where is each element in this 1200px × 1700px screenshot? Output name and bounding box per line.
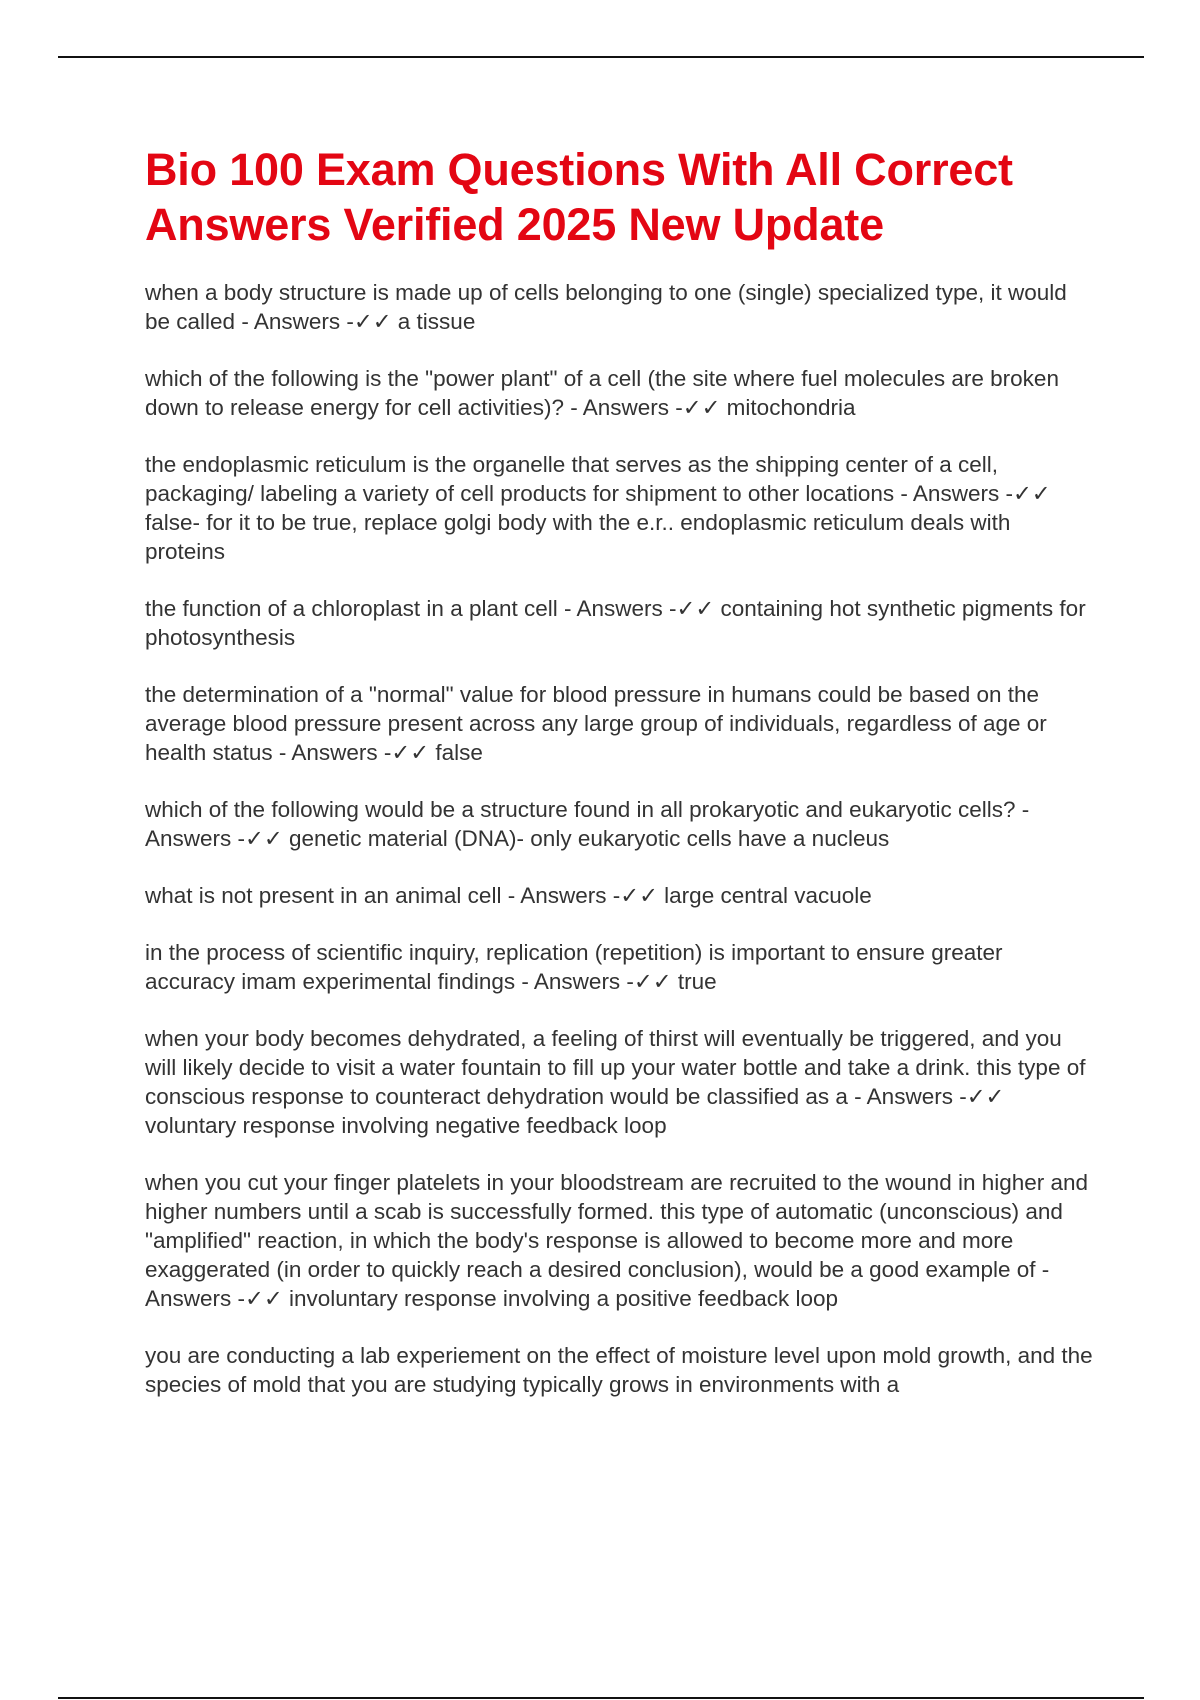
document-title: Bio 100 Exam Questions With All Correct Answers Verified 2025 New Update [145,144,1013,250]
qa-item: the determination of a "normal" value for blood pressure in humans could be based on the average blood pressure present across any large group of individuals, regardless of age or health status - Answers -✓✓ false [145,682,1047,765]
qa-item: the function of a chloroplast in a plant cell - Answers -✓✓ containing hot synthetic pigments for photosynthesis [145,596,1086,650]
qa-item: the endoplasmic reticulum is the organelle that serves as the shipping center of a cell, packaging/ labeling a variety of cell products for shipment to other locations - Answers -✓✓ false- for it to be true, replace golgi body with the e.r.. endoplasmic reticulum deals with proteins [145,452,1051,564]
qa-item: when a body structure is made up of cells belonging to one (single) specialized type, it would be called - Answers -✓✓ a tissue [145,280,1067,334]
bottom-rule [58,1697,1144,1699]
qa-item: what is not present in an animal cell - Answers -✓✓ large central vacuole [145,883,872,908]
qa-item: which of the following is the "power plant" of a cell (the site where fuel molecules are broken down to release energy for cell activities)? - Answers -✓✓ mitochondria [145,366,1059,420]
qa-item: which of the following would be a structure found in all prokaryotic and eukaryotic cells? - Answers -✓✓ genetic material (DNA)- only eukaryotic cells have a nucleus [145,797,1030,851]
document-body [145,142,1095,1427]
qa-item: when you cut your finger platelets in your bloodstream are recruited to the wound in higher and higher numbers until a scab is successfully formed. this type of automatic (unconscious) and "amplified" reaction, in which the body's response is allowed to become more and more exaggerated (in order to quickly reach a desired conclusion), would be a good example of - Answers -✓✓ involuntary response involving a positive feedback loop [145,1170,1089,1311]
qa-item: you are conducting a lab experiement on the effect of moisture level upon mold growth, and the species of mold that you are studying typically grows in environments with a [145,1343,1093,1397]
qa-item: in the process of scientific inquiry, replication (repetition) is important to ensure greater accuracy imam experimental findings - Answers -✓✓ true [145,940,1003,994]
qa-list [145,278,1095,1399]
top-rule [58,56,1144,58]
qa-item: when your body becomes dehydrated, a feeling of thirst will eventually be triggered, and you will likely decide to visit a water fountain to fill up your water bottle and take a drink. this type of conscious response to counteract dehydration would be classified as a - Answers -✓✓ voluntary response involving negative feedback loop [145,1026,1086,1138]
